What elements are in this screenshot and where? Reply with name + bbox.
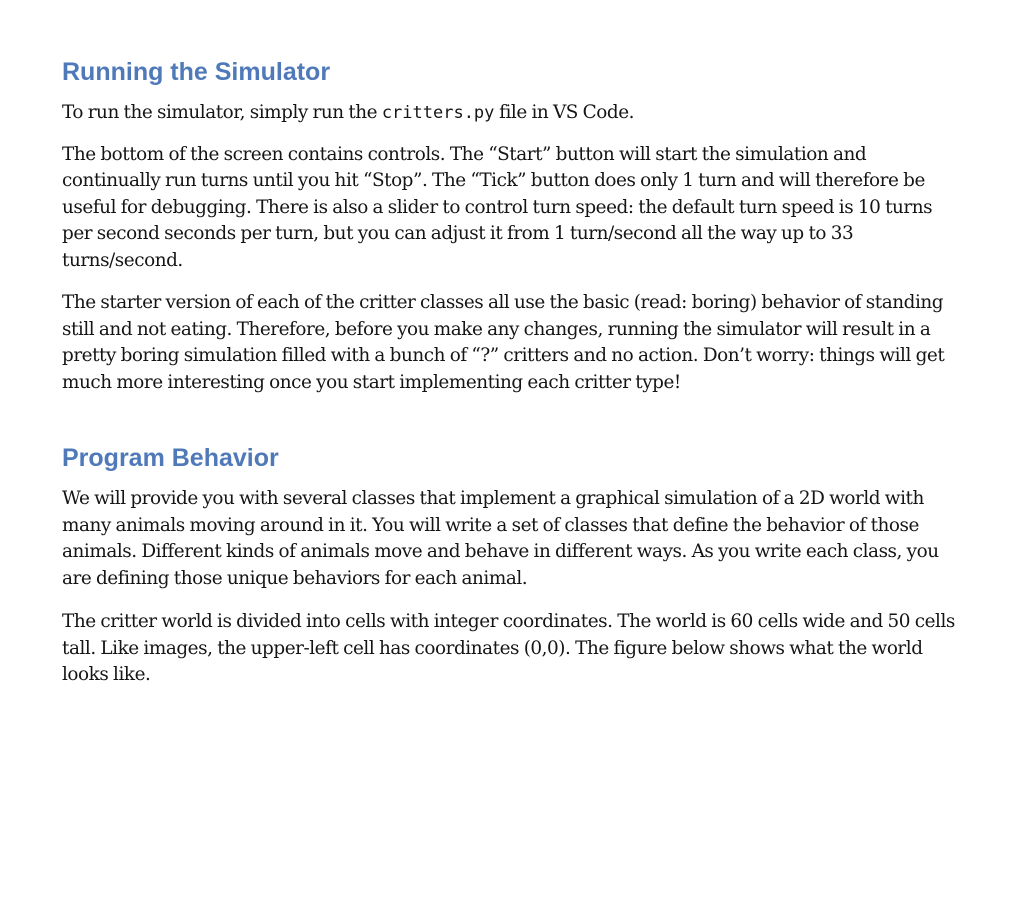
paragraph-controls: The bottom of the screen contains controls. The “Start” button will start the simulation and continually run turns until you hit “Stop”. The “Tick” button does only 1 turn and will therefore be useful for debugging. There is also a slider to control turn speed: the default turn speed is 10 turns per second seconds per turn, but you can adjust it from 1 turn/second all the way up to 33 turns/second. — [62, 143, 933, 271]
paragraph-provided-classes: We will provide you with several classes that implement a graphical simulation of a 2D world with many animals moving around in it. You will write a set of classes that define the behavior of those animals. Different kinds of animals move and behave in different ways. As you write each class, you are defining those unique behaviors for each animal. — [62, 488, 939, 589]
section-heading-program-behavior: Program Behavior — [62, 444, 279, 472]
document-page — [62, 50, 962, 689]
run-text-before: To run the simulator, simply run the — [62, 102, 382, 123]
paragraph-starter-version: The starter version of each of the critter classes all use the basic (read: boring) behavior of standing still and not eating. Therefore, before you make any changes, running the simulator will result in a pretty boring simulation filled with a bunch of “?” critters and no action. Don’t worry: things will get much more interesting once you start implementing each critter type! — [62, 292, 945, 393]
inline-code-filename: critters.py — [381, 103, 495, 123]
paragraph-run-instructions — [62, 100, 962, 127]
section-heading-running-the-simulator: Running the Simulator — [62, 58, 331, 86]
paragraph-critter-world: The critter world is divided into cells with integer coordinates. The world is 60 cells wide and 50 cells tall. Like images, the upper-left cell has coordinates (0,0). The figure below shows what the world looks like. — [62, 611, 955, 685]
run-text-after: file in VS Code. — [494, 102, 635, 123]
